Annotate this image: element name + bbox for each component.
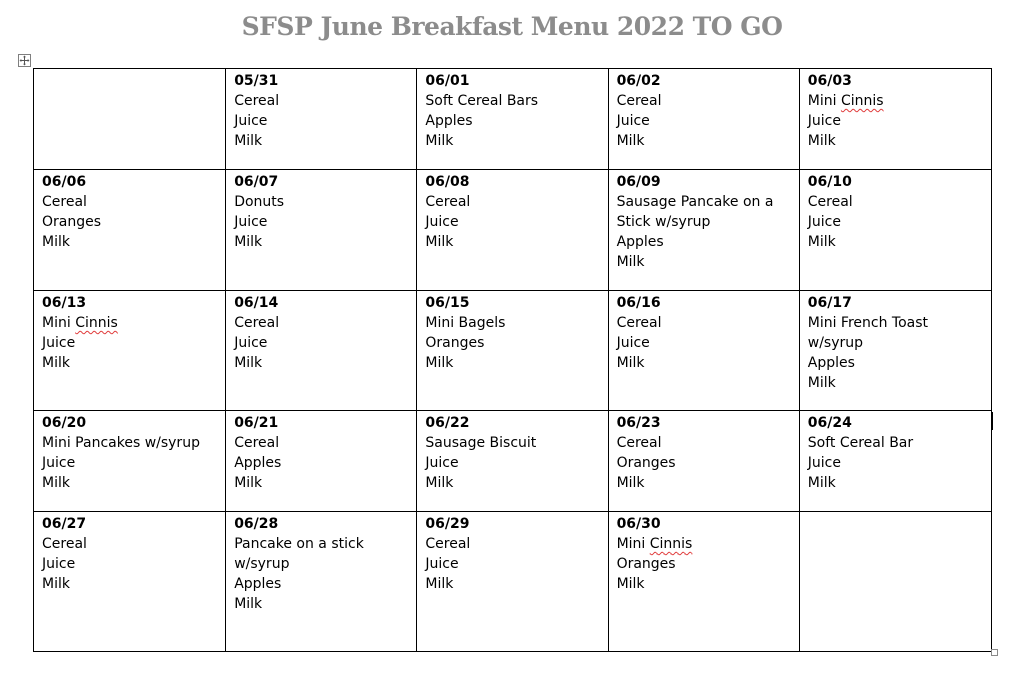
menu-item: Mini Bagels (425, 315, 506, 331)
menu-date: 06/03 (807, 73, 852, 89)
table-cell[interactable] (799, 411, 991, 512)
menu-item: Cereal (425, 536, 471, 552)
table-cell[interactable] (417, 411, 608, 512)
menu-item: Cereal (425, 194, 471, 210)
menu-item: Cereal (42, 194, 87, 210)
menu-date: 06/07 (234, 174, 279, 190)
table-cell[interactable] (226, 291, 417, 411)
table-cell[interactable] (417, 170, 608, 291)
table-cell[interactable] (799, 69, 991, 170)
menu-item: Milk (42, 355, 70, 371)
menu-item: Oranges (616, 556, 676, 572)
menu-item: Milk (42, 576, 70, 592)
table-cell[interactable] (608, 170, 799, 291)
menu-item: Mini Pancakes w/syrup (42, 435, 200, 451)
menu-date: 06/06 (42, 174, 87, 190)
menu-item: Donuts (234, 194, 285, 210)
menu-item: Milk (234, 234, 263, 250)
table-cell[interactable] (417, 69, 608, 170)
page-title: SFSP June Breakfast Menu 2022 TO GO (241, 12, 783, 41)
table-row (34, 411, 992, 512)
menu-item: Juice (807, 455, 841, 471)
table-cell[interactable] (608, 69, 799, 170)
menu-date: 06/17 (807, 295, 852, 311)
menu-item: w/syrup (234, 556, 290, 572)
menu-item: Milk (616, 133, 645, 149)
menu-date: 06/29 (425, 516, 470, 532)
menu-item: Apples (234, 455, 282, 471)
table-cell[interactable] (608, 291, 799, 411)
menu-item: Milk (425, 133, 454, 149)
menu-item: Milk (425, 475, 454, 491)
menu-date: 06/27 (42, 516, 87, 532)
menu-item: Juice (234, 113, 268, 129)
menu-item: Oranges (425, 335, 485, 351)
menu-date: 06/14 (234, 295, 279, 311)
menu-item: Milk (616, 355, 645, 371)
table-row (34, 170, 992, 291)
menu-table-body (34, 69, 992, 652)
menu-item: Soft Cereal Bar (807, 435, 914, 451)
table-cell[interactable] (226, 512, 417, 652)
menu-date: 06/10 (807, 174, 852, 190)
menu-date: 06/30 (616, 516, 661, 532)
menu-item: Milk (234, 596, 263, 612)
menu-item: Mini Cinnis (807, 93, 884, 109)
menu-item: Juice (42, 556, 76, 572)
menu-item: Milk (234, 133, 263, 149)
breakfast-menu-table (33, 68, 992, 652)
menu-item: Cereal (616, 435, 662, 451)
menu-item: Juice (807, 113, 841, 129)
menu-item: Juice (42, 455, 76, 471)
menu-item: Milk (616, 475, 645, 491)
menu-date: 06/20 (42, 415, 87, 431)
menu-item: Oranges (42, 214, 102, 230)
table-cell[interactable] (34, 512, 226, 652)
text-cursor (992, 412, 993, 430)
menu-date: 06/28 (234, 516, 279, 532)
menu-date: 06/02 (616, 73, 661, 89)
menu-item: Juice (807, 214, 841, 230)
table-cell[interactable] (417, 512, 608, 652)
menu-item: Juice (425, 556, 459, 572)
menu-item: Sausage Pancake on a (616, 194, 774, 210)
menu-item: Milk (234, 475, 263, 491)
menu-item: Stick w/syrup (616, 214, 711, 230)
menu-date: 06/13 (42, 295, 87, 311)
menu-item: Milk (425, 234, 454, 250)
move-arrows-icon[interactable] (18, 54, 31, 67)
menu-date: 06/21 (234, 415, 279, 431)
menu-item: Milk (807, 375, 836, 391)
menu-date: 06/24 (807, 415, 852, 431)
menu-date: 06/16 (616, 295, 661, 311)
menu-item: Milk (616, 254, 645, 270)
table-row (34, 512, 992, 652)
menu-item: Juice (425, 455, 459, 471)
menu-item: Juice (234, 335, 268, 351)
menu-item: Juice (616, 113, 650, 129)
menu-date: 06/23 (616, 415, 661, 431)
table-cell[interactable] (34, 291, 226, 411)
menu-item: Milk (42, 234, 70, 250)
menu-item: Cereal (616, 93, 662, 109)
menu-item: Soft Cereal Bars (425, 93, 539, 109)
menu-date: 06/09 (616, 174, 661, 190)
menu-item: Oranges (616, 455, 676, 471)
menu-item: Mini French Toast (807, 315, 929, 331)
menu-item: Cereal (234, 93, 280, 109)
table-cell[interactable] (608, 512, 799, 652)
table-cell[interactable] (34, 411, 226, 512)
menu-item: Juice (616, 335, 650, 351)
menu-item: Milk (425, 355, 454, 371)
menu-item: Cereal (616, 315, 662, 331)
table-row (34, 69, 992, 170)
menu-date: 06/15 (425, 295, 470, 311)
table-cell[interactable] (417, 291, 608, 411)
menu-item: Juice (425, 214, 459, 230)
menu-item: Cereal (234, 435, 280, 451)
table-cell[interactable] (799, 170, 991, 291)
menu-item: w/syrup (807, 335, 864, 351)
menu-item: Milk (807, 133, 836, 149)
menu-date: 06/01 (425, 73, 470, 89)
menu-date: 06/08 (425, 174, 470, 190)
menu-item: Apples (807, 355, 855, 371)
menu-item: Cereal (234, 315, 280, 331)
menu-item: Milk (234, 355, 263, 371)
menu-item: Juice (234, 214, 268, 230)
menu-item: Milk (425, 576, 454, 592)
table-cell[interactable] (799, 291, 991, 411)
resize-square-icon[interactable] (991, 649, 998, 656)
menu-item: Milk (807, 234, 836, 250)
table-cell[interactable] (34, 69, 226, 170)
menu-item: Mini Cinnis (616, 536, 693, 552)
menu-item: Mini Cinnis (42, 315, 118, 331)
table-cell[interactable] (34, 170, 226, 291)
table-cell[interactable] (799, 512, 991, 652)
menu-item: Juice (42, 335, 76, 351)
table-cell[interactable] (226, 411, 417, 512)
menu-item: Apples (234, 576, 282, 592)
menu-item: Cereal (807, 194, 853, 210)
menu-item: Milk (807, 475, 836, 491)
menu-date: 05/31 (234, 73, 279, 89)
menu-item: Milk (42, 475, 70, 491)
menu-item: Pancake on a stick (234, 536, 364, 552)
menu-item: Cereal (42, 536, 87, 552)
menu-item: Sausage Biscuit (425, 435, 537, 451)
table-cell[interactable] (608, 411, 799, 512)
menu-item: Apples (616, 234, 664, 250)
menu-item: Apples (425, 113, 473, 129)
menu-item: Milk (616, 576, 645, 592)
table-cell[interactable] (226, 69, 417, 170)
table-cell[interactable] (226, 170, 417, 291)
table-row (34, 291, 992, 411)
menu-date: 06/22 (425, 415, 470, 431)
